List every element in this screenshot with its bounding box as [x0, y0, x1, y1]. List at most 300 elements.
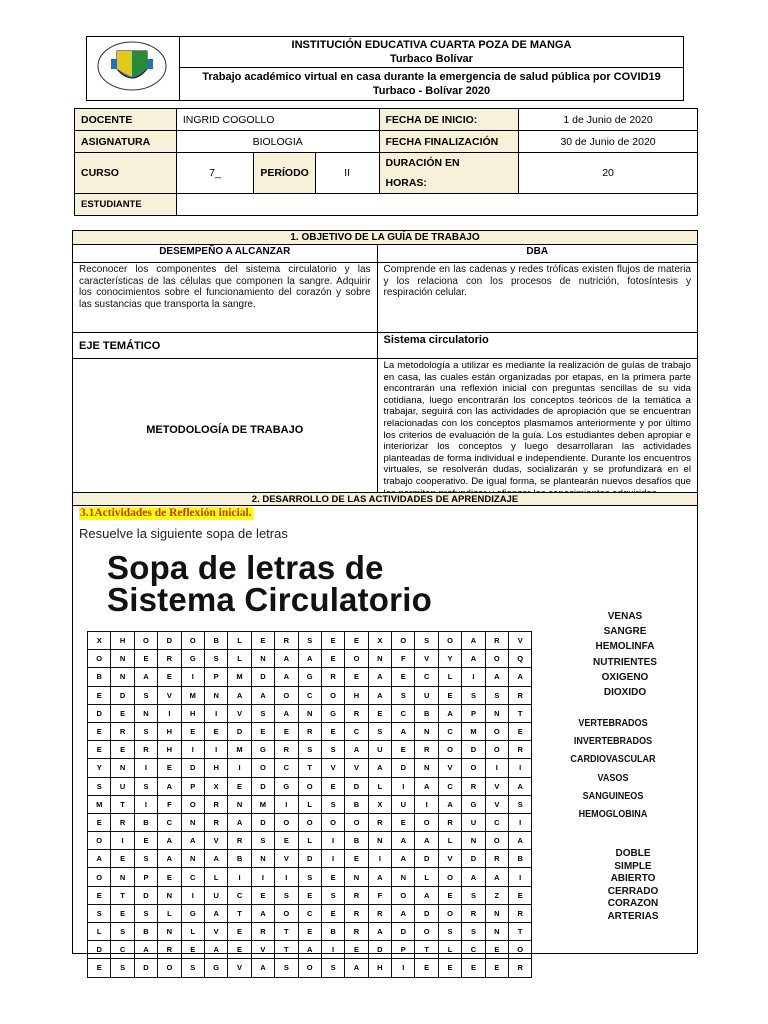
- grid-cell[interactable]: T: [228, 904, 251, 922]
- grid-cell[interactable]: R: [321, 668, 344, 686]
- grid-cell[interactable]: E: [111, 850, 134, 868]
- grid-cell[interactable]: U: [111, 777, 134, 795]
- grid-cell[interactable]: A: [485, 668, 508, 686]
- grid-cell[interactable]: A: [462, 632, 485, 650]
- grid-cell[interactable]: H: [181, 704, 204, 722]
- grid-cell[interactable]: R: [134, 741, 157, 759]
- grid-cell[interactable]: B: [228, 850, 251, 868]
- grid-cell[interactable]: E: [509, 886, 532, 904]
- grid-cell[interactable]: R: [204, 813, 227, 831]
- grid-cell[interactable]: A: [368, 868, 391, 886]
- grid-cell[interactable]: C: [485, 813, 508, 831]
- grid-cell[interactable]: I: [321, 832, 344, 850]
- grid-cell[interactable]: H: [158, 741, 181, 759]
- grid-cell[interactable]: P: [204, 668, 227, 686]
- grid-cell[interactable]: D: [251, 668, 274, 686]
- grid-cell[interactable]: L: [298, 832, 321, 850]
- grid-cell[interactable]: L: [368, 777, 391, 795]
- grid-cell[interactable]: L: [438, 668, 461, 686]
- grid-cell[interactable]: A: [275, 668, 298, 686]
- grid-cell[interactable]: T: [111, 886, 134, 904]
- grid-cell[interactable]: R: [485, 632, 508, 650]
- grid-cell[interactable]: O: [462, 759, 485, 777]
- grid-cell[interactable]: S: [321, 741, 344, 759]
- grid-cell[interactable]: Q: [509, 650, 532, 668]
- grid-cell[interactable]: N: [298, 704, 321, 722]
- grid-cell[interactable]: E: [134, 650, 157, 668]
- grid-cell[interactable]: X: [88, 632, 111, 650]
- grid-cell[interactable]: O: [275, 813, 298, 831]
- grid-cell[interactable]: P: [181, 777, 204, 795]
- grid-cell[interactable]: D: [415, 904, 438, 922]
- grid-cell[interactable]: B: [345, 795, 368, 813]
- grid-cell[interactable]: C: [462, 941, 485, 959]
- grid-cell[interactable]: E: [485, 941, 508, 959]
- grid-cell[interactable]: O: [298, 777, 321, 795]
- grid-cell[interactable]: A: [392, 832, 415, 850]
- grid-cell[interactable]: C: [392, 704, 415, 722]
- grid-cell[interactable]: O: [298, 959, 321, 977]
- grid-cell[interactable]: R: [509, 959, 532, 977]
- grid-cell[interactable]: M: [462, 722, 485, 740]
- grid-cell[interactable]: I: [462, 668, 485, 686]
- grid-cell[interactable]: N: [111, 759, 134, 777]
- grid-cell[interactable]: D: [134, 959, 157, 977]
- grid-cell[interactable]: O: [485, 650, 508, 668]
- grid-cell[interactable]: R: [275, 632, 298, 650]
- grid-cell[interactable]: F: [158, 795, 181, 813]
- grid-cell[interactable]: C: [415, 668, 438, 686]
- grid-cell[interactable]: R: [415, 741, 438, 759]
- grid-cell[interactable]: S: [392, 686, 415, 704]
- grid-cell[interactable]: V: [251, 941, 274, 959]
- grid-cell[interactable]: V: [438, 850, 461, 868]
- grid-cell[interactable]: O: [438, 632, 461, 650]
- grid-cell[interactable]: P: [462, 704, 485, 722]
- grid-cell[interactable]: V: [228, 959, 251, 977]
- grid-cell[interactable]: V: [158, 686, 181, 704]
- grid-cell[interactable]: E: [415, 959, 438, 977]
- grid-cell[interactable]: A: [204, 941, 227, 959]
- grid-cell[interactable]: E: [111, 704, 134, 722]
- grid-cell[interactable]: A: [509, 668, 532, 686]
- grid-cell[interactable]: O: [88, 868, 111, 886]
- grid-cell[interactable]: E: [275, 722, 298, 740]
- grid-cell[interactable]: D: [345, 777, 368, 795]
- grid-cell[interactable]: F: [368, 886, 391, 904]
- grid-cell[interactable]: C: [298, 904, 321, 922]
- grid-cell[interactable]: S: [275, 886, 298, 904]
- grid-cell[interactable]: X: [368, 632, 391, 650]
- grid-cell[interactable]: R: [368, 813, 391, 831]
- grid-cell[interactable]: S: [88, 904, 111, 922]
- grid-cell[interactable]: X: [368, 795, 391, 813]
- grid-cell[interactable]: O: [88, 650, 111, 668]
- grid-cell[interactable]: N: [251, 850, 274, 868]
- grid-cell[interactable]: S: [415, 632, 438, 650]
- grid-cell[interactable]: A: [415, 886, 438, 904]
- grid-cell[interactable]: O: [485, 722, 508, 740]
- grid-cell[interactable]: S: [321, 795, 344, 813]
- grid-cell[interactable]: S: [462, 886, 485, 904]
- grid-cell[interactable]: O: [298, 813, 321, 831]
- grid-cell[interactable]: R: [509, 686, 532, 704]
- grid-cell[interactable]: S: [298, 741, 321, 759]
- grid-cell[interactable]: S: [134, 777, 157, 795]
- grid-cell[interactable]: I: [181, 668, 204, 686]
- grid-cell[interactable]: A: [462, 868, 485, 886]
- grid-cell[interactable]: E: [88, 813, 111, 831]
- grid-cell[interactable]: E: [134, 832, 157, 850]
- grid-cell[interactable]: A: [275, 704, 298, 722]
- grid-cell[interactable]: R: [228, 832, 251, 850]
- grid-cell[interactable]: S: [134, 850, 157, 868]
- grid-cell[interactable]: A: [228, 686, 251, 704]
- grid-cell[interactable]: O: [88, 832, 111, 850]
- grid-cell[interactable]: D: [462, 850, 485, 868]
- grid-cell[interactable]: P: [134, 868, 157, 886]
- grid-cell[interactable]: L: [228, 632, 251, 650]
- grid-cell[interactable]: O: [158, 959, 181, 977]
- grid-cell[interactable]: O: [438, 741, 461, 759]
- grid-cell[interactable]: L: [181, 923, 204, 941]
- grid-cell[interactable]: D: [392, 759, 415, 777]
- grid-cell[interactable]: E: [392, 668, 415, 686]
- grid-cell[interactable]: A: [368, 668, 391, 686]
- grid-cell[interactable]: B: [88, 668, 111, 686]
- grid-cell[interactable]: O: [485, 832, 508, 850]
- grid-cell[interactable]: H: [204, 759, 227, 777]
- grid-cell[interactable]: L: [438, 941, 461, 959]
- grid-cell[interactable]: D: [181, 759, 204, 777]
- grid-cell[interactable]: S: [111, 923, 134, 941]
- grid-cell[interactable]: G: [321, 704, 344, 722]
- grid-cell[interactable]: I: [204, 741, 227, 759]
- grid-cell[interactable]: A: [345, 959, 368, 977]
- grid-cell[interactable]: A: [368, 923, 391, 941]
- grid-cell[interactable]: E: [485, 959, 508, 977]
- grid-cell[interactable]: E: [345, 941, 368, 959]
- grid-cell[interactable]: C: [298, 686, 321, 704]
- grid-cell[interactable]: S: [181, 959, 204, 977]
- grid-cell[interactable]: L: [88, 923, 111, 941]
- grid-cell[interactable]: Y: [88, 759, 111, 777]
- grid-cell[interactable]: N: [111, 650, 134, 668]
- grid-cell[interactable]: N: [345, 868, 368, 886]
- grid-cell[interactable]: I: [111, 832, 134, 850]
- grid-cell[interactable]: E: [181, 722, 204, 740]
- grid-cell[interactable]: C: [438, 722, 461, 740]
- grid-cell[interactable]: R: [438, 813, 461, 831]
- grid-cell[interactable]: O: [275, 686, 298, 704]
- grid-cell[interactable]: A: [438, 704, 461, 722]
- grid-cell[interactable]: A: [228, 813, 251, 831]
- grid-cell[interactable]: N: [158, 923, 181, 941]
- grid-cell[interactable]: E: [321, 777, 344, 795]
- grid-cell[interactable]: S: [368, 722, 391, 740]
- grid-cell[interactable]: D: [251, 777, 274, 795]
- grid-cell[interactable]: G: [181, 904, 204, 922]
- grid-cell[interactable]: I: [134, 759, 157, 777]
- grid-cell[interactable]: O: [415, 923, 438, 941]
- grid-cell[interactable]: N: [134, 704, 157, 722]
- grid-cell[interactable]: T: [275, 923, 298, 941]
- grid-cell[interactable]: I: [275, 868, 298, 886]
- grid-cell[interactable]: O: [181, 795, 204, 813]
- grid-cell[interactable]: E: [345, 668, 368, 686]
- grid-cell[interactable]: D: [251, 813, 274, 831]
- grid-cell[interactable]: E: [88, 722, 111, 740]
- grid-cell[interactable]: B: [321, 923, 344, 941]
- grid-cell[interactable]: N: [485, 904, 508, 922]
- grid-cell[interactable]: V: [415, 650, 438, 668]
- grid-cell[interactable]: E: [298, 923, 321, 941]
- grid-cell[interactable]: Z: [485, 886, 508, 904]
- grid-cell[interactable]: E: [228, 777, 251, 795]
- grid-cell[interactable]: R: [158, 941, 181, 959]
- grid-cell[interactable]: G: [298, 668, 321, 686]
- grid-cell[interactable]: A: [368, 686, 391, 704]
- grid-cell[interactable]: R: [111, 722, 134, 740]
- grid-cell[interactable]: I: [509, 759, 532, 777]
- grid-cell[interactable]: A: [204, 850, 227, 868]
- grid-cell[interactable]: S: [509, 795, 532, 813]
- grid-cell[interactable]: R: [462, 777, 485, 795]
- grid-cell[interactable]: N: [368, 832, 391, 850]
- grid-cell[interactable]: R: [509, 741, 532, 759]
- grid-cell[interactable]: G: [251, 741, 274, 759]
- grid-cell[interactable]: V: [321, 759, 344, 777]
- grid-cell[interactable]: H: [158, 722, 181, 740]
- grid-cell[interactable]: N: [462, 832, 485, 850]
- grid-cell[interactable]: F: [392, 650, 415, 668]
- grid-cell[interactable]: E: [228, 923, 251, 941]
- grid-cell[interactable]: L: [204, 868, 227, 886]
- grid-cell[interactable]: V: [275, 850, 298, 868]
- grid-cell[interactable]: A: [485, 868, 508, 886]
- grid-cell[interactable]: E: [88, 886, 111, 904]
- grid-cell[interactable]: I: [392, 777, 415, 795]
- grid-cell[interactable]: G: [462, 795, 485, 813]
- grid-cell[interactable]: D: [88, 704, 111, 722]
- grid-cell[interactable]: I: [415, 795, 438, 813]
- grid-cell[interactable]: G: [181, 650, 204, 668]
- grid-cell[interactable]: E: [158, 759, 181, 777]
- grid-cell[interactable]: I: [509, 868, 532, 886]
- grid-cell[interactable]: B: [134, 923, 157, 941]
- grid-cell[interactable]: R: [345, 904, 368, 922]
- grid-cell[interactable]: M: [251, 795, 274, 813]
- grid-cell[interactable]: E: [298, 886, 321, 904]
- grid-cell[interactable]: A: [345, 741, 368, 759]
- grid-cell[interactable]: D: [298, 850, 321, 868]
- grid-cell[interactable]: B: [345, 832, 368, 850]
- grid-cell[interactable]: H: [368, 959, 391, 977]
- grid-cell[interactable]: R: [158, 650, 181, 668]
- grid-cell[interactable]: E: [321, 868, 344, 886]
- grid-cell[interactable]: S: [298, 868, 321, 886]
- grid-cell[interactable]: T: [509, 704, 532, 722]
- grid-cell[interactable]: B: [134, 813, 157, 831]
- grid-cell[interactable]: V: [485, 795, 508, 813]
- grid-cell[interactable]: E: [204, 722, 227, 740]
- grid-cell[interactable]: N: [415, 759, 438, 777]
- grid-cell[interactable]: A: [134, 668, 157, 686]
- grid-cell[interactable]: A: [415, 777, 438, 795]
- grid-cell[interactable]: P: [392, 941, 415, 959]
- grid-cell[interactable]: R: [345, 886, 368, 904]
- grid-cell[interactable]: B: [204, 632, 227, 650]
- grid-cell[interactable]: E: [88, 686, 111, 704]
- grid-cell[interactable]: O: [181, 632, 204, 650]
- grid-cell[interactable]: N: [204, 686, 227, 704]
- grid-cell[interactable]: E: [251, 722, 274, 740]
- grid-cell[interactable]: E: [251, 632, 274, 650]
- grid-cell[interactable]: I: [509, 813, 532, 831]
- grid-cell[interactable]: I: [228, 868, 251, 886]
- grid-cell[interactable]: I: [368, 850, 391, 868]
- grid-cell[interactable]: O: [509, 941, 532, 959]
- grid-cell[interactable]: A: [415, 832, 438, 850]
- grid-cell[interactable]: N: [368, 650, 391, 668]
- grid-cell[interactable]: T: [298, 759, 321, 777]
- grid-cell[interactable]: A: [298, 650, 321, 668]
- grid-cell[interactable]: I: [204, 704, 227, 722]
- grid-cell[interactable]: H: [345, 686, 368, 704]
- grid-cell[interactable]: U: [204, 886, 227, 904]
- grid-cell[interactable]: A: [158, 850, 181, 868]
- grid-cell[interactable]: U: [415, 686, 438, 704]
- grid-cell[interactable]: E: [158, 868, 181, 886]
- grid-cell[interactable]: O: [438, 868, 461, 886]
- grid-cell[interactable]: Y: [438, 650, 461, 668]
- grid-cell[interactable]: E: [275, 832, 298, 850]
- grid-cell[interactable]: O: [251, 759, 274, 777]
- grid-cell[interactable]: A: [181, 832, 204, 850]
- grid-cell[interactable]: B: [509, 850, 532, 868]
- grid-cell[interactable]: A: [392, 850, 415, 868]
- grid-cell[interactable]: O: [345, 650, 368, 668]
- grid-cell[interactable]: O: [134, 632, 157, 650]
- grid-cell[interactable]: N: [111, 868, 134, 886]
- grid-cell[interactable]: M: [88, 795, 111, 813]
- grid-cell[interactable]: N: [415, 722, 438, 740]
- grid-cell[interactable]: D: [368, 941, 391, 959]
- grid-cell[interactable]: R: [368, 904, 391, 922]
- grid-cell[interactable]: E: [392, 741, 415, 759]
- grid-cell[interactable]: I: [321, 941, 344, 959]
- grid-cell[interactable]: S: [204, 650, 227, 668]
- grid-cell[interactable]: E: [88, 959, 111, 977]
- grid-cell[interactable]: S: [134, 722, 157, 740]
- grid-cell[interactable]: N: [158, 886, 181, 904]
- grid-cell[interactable]: I: [181, 741, 204, 759]
- grid-cell[interactable]: S: [251, 704, 274, 722]
- grid-cell[interactable]: M: [228, 668, 251, 686]
- grid-cell[interactable]: L: [415, 868, 438, 886]
- grid-cell[interactable]: E: [345, 850, 368, 868]
- grid-cell[interactable]: E: [228, 941, 251, 959]
- grid-cell[interactable]: O: [415, 813, 438, 831]
- grid-cell[interactable]: O: [345, 813, 368, 831]
- grid-cell[interactable]: R: [345, 704, 368, 722]
- grid-cell[interactable]: V: [204, 832, 227, 850]
- grid-cell[interactable]: C: [345, 722, 368, 740]
- grid-cell[interactable]: A: [204, 904, 227, 922]
- grid-cell[interactable]: S: [275, 959, 298, 977]
- grid-cell[interactable]: I: [134, 795, 157, 813]
- grid-cell[interactable]: S: [485, 686, 508, 704]
- grid-cell[interactable]: S: [462, 686, 485, 704]
- grid-cell[interactable]: I: [321, 850, 344, 868]
- grid-cell[interactable]: M: [228, 741, 251, 759]
- grid-cell[interactable]: E: [438, 959, 461, 977]
- grid-cell[interactable]: L: [158, 904, 181, 922]
- grid-cell[interactable]: I: [181, 886, 204, 904]
- grid-cell[interactable]: C: [181, 868, 204, 886]
- grid-cell[interactable]: S: [321, 886, 344, 904]
- grid-cell[interactable]: B: [415, 704, 438, 722]
- grid-cell[interactable]: A: [275, 650, 298, 668]
- grid-cell[interactable]: D: [392, 923, 415, 941]
- grid-cell[interactable]: E: [321, 722, 344, 740]
- grid-cell[interactable]: E: [345, 632, 368, 650]
- grid-cell[interactable]: E: [251, 886, 274, 904]
- grid-cell[interactable]: A: [438, 795, 461, 813]
- grid-cell[interactable]: I: [275, 795, 298, 813]
- grid-cell[interactable]: V: [204, 923, 227, 941]
- grid-cell[interactable]: G: [204, 959, 227, 977]
- grid-cell[interactable]: L: [438, 832, 461, 850]
- grid-cell[interactable]: T: [415, 941, 438, 959]
- grid-cell[interactable]: G: [275, 777, 298, 795]
- grid-cell[interactable]: S: [462, 923, 485, 941]
- grid-cell[interactable]: A: [134, 941, 157, 959]
- grid-cell[interactable]: L: [228, 650, 251, 668]
- grid-cell[interactable]: D: [134, 886, 157, 904]
- grid-cell[interactable]: S: [321, 959, 344, 977]
- grid-cell[interactable]: A: [158, 777, 181, 795]
- grid-cell[interactable]: E: [158, 668, 181, 686]
- grid-cell[interactable]: N: [181, 813, 204, 831]
- grid-cell[interactable]: I: [485, 759, 508, 777]
- grid-cell[interactable]: A: [462, 650, 485, 668]
- grid-cell[interactable]: V: [438, 759, 461, 777]
- grid-cell[interactable]: N: [251, 650, 274, 668]
- grid-cell[interactable]: T: [111, 795, 134, 813]
- grid-cell[interactable]: R: [204, 795, 227, 813]
- grid-cell[interactable]: S: [251, 832, 274, 850]
- grid-cell[interactable]: V: [228, 704, 251, 722]
- grid-cell[interactable]: E: [111, 741, 134, 759]
- grid-cell[interactable]: R: [298, 722, 321, 740]
- grid-cell[interactable]: N: [228, 795, 251, 813]
- grid-cell[interactable]: A: [509, 832, 532, 850]
- grid-cell[interactable]: A: [392, 904, 415, 922]
- grid-cell[interactable]: D: [228, 722, 251, 740]
- grid-cell[interactable]: E: [462, 959, 485, 977]
- grid-cell[interactable]: A: [298, 941, 321, 959]
- grid-cell[interactable]: S: [111, 959, 134, 977]
- grid-cell[interactable]: D: [88, 941, 111, 959]
- grid-cell[interactable]: I: [228, 759, 251, 777]
- grid-cell[interactable]: N: [392, 868, 415, 886]
- grid-cell[interactable]: U: [368, 741, 391, 759]
- grid-cell[interactable]: M: [181, 686, 204, 704]
- grid-cell[interactable]: O: [392, 886, 415, 904]
- grid-cell[interactable]: E: [438, 886, 461, 904]
- grid-cell[interactable]: I: [158, 704, 181, 722]
